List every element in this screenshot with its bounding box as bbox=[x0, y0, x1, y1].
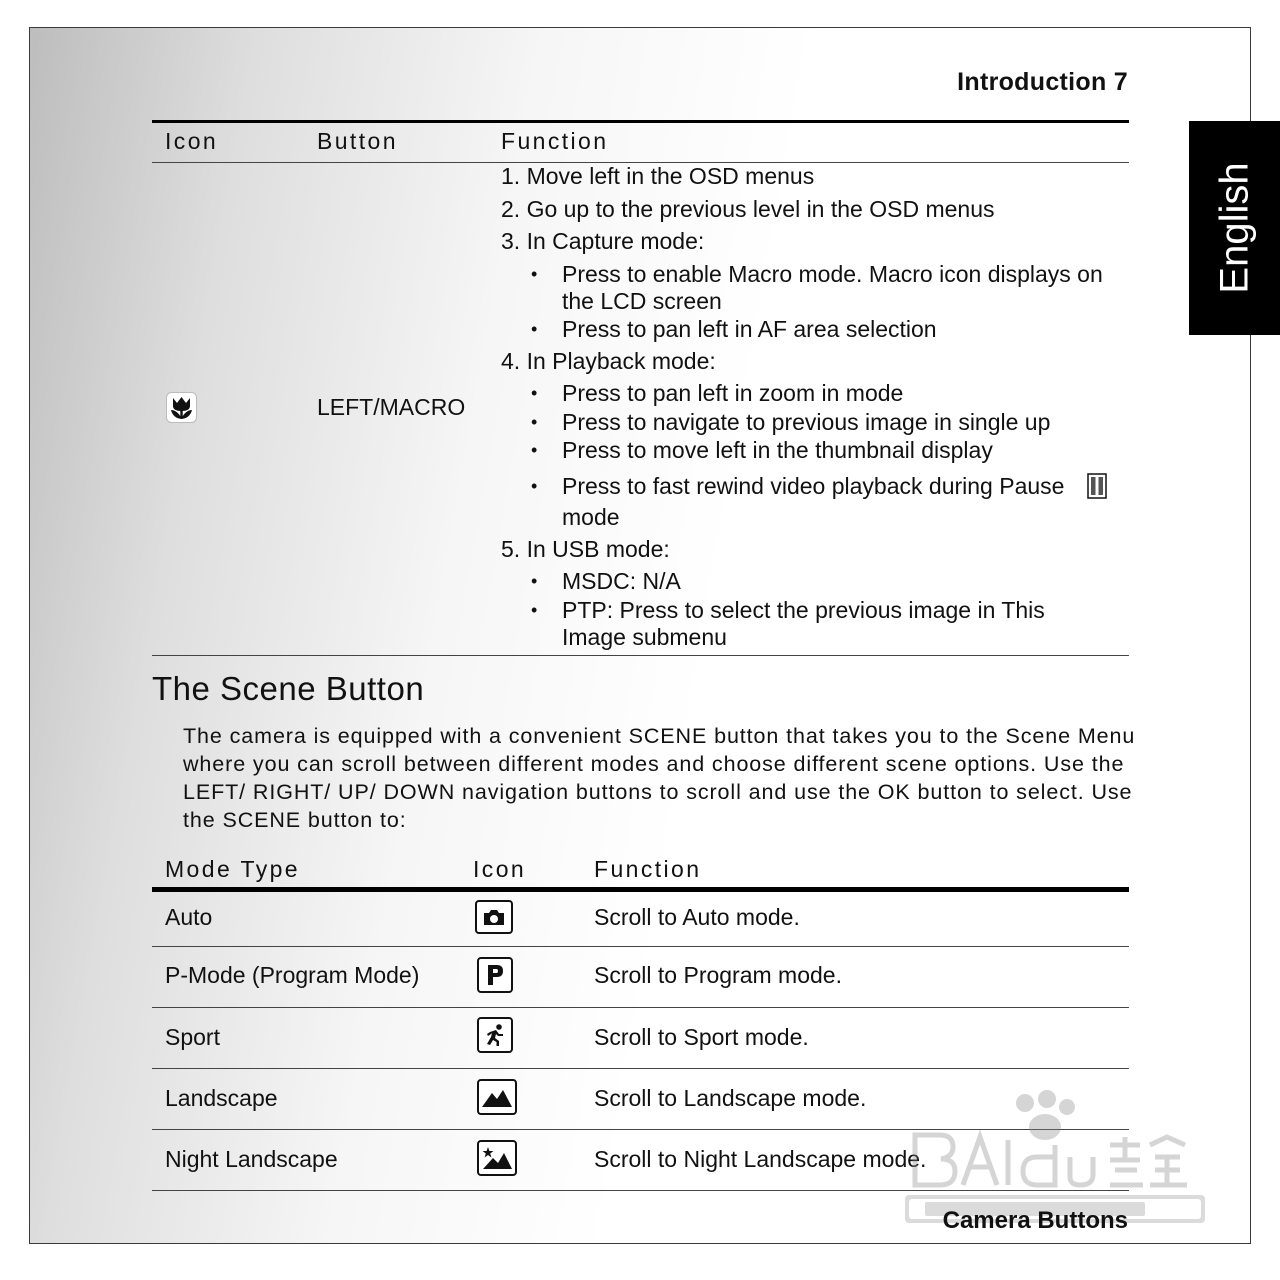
table-bottom-rule bbox=[152, 655, 1129, 656]
bullet-dot: • bbox=[531, 412, 538, 432]
function-line: MSDC: N/A bbox=[562, 568, 681, 594]
macro-flower-icon bbox=[166, 392, 197, 423]
table-cell-mode: Landscape bbox=[165, 1085, 278, 1111]
bullet-dot: • bbox=[531, 319, 538, 339]
language-tab-label: English bbox=[1212, 162, 1256, 294]
col-header-button: Button bbox=[317, 128, 398, 154]
table-cell-mode: Sport bbox=[165, 1024, 220, 1050]
function-line: Press to enable Macro mode. Macro icon displays on bbox=[562, 261, 1103, 287]
baidu-watermark-logo bbox=[905, 1085, 1205, 1225]
function-line: 5. In USB mode: bbox=[501, 536, 670, 562]
function-line: Press to pan left in zoom in mode bbox=[562, 380, 904, 406]
running-person-icon bbox=[477, 1017, 513, 1053]
section-title: The Scene Button bbox=[152, 670, 425, 707]
table-cell-mode: P-Mode (Program Mode) bbox=[165, 962, 420, 988]
table-top-rule bbox=[152, 120, 1129, 123]
function-line: mode bbox=[562, 504, 620, 530]
function-line: 4. In Playback mode: bbox=[501, 348, 716, 374]
pause-icon bbox=[1087, 473, 1107, 499]
function-line: 2. Go up to the previous level in the OSD menus bbox=[501, 196, 995, 222]
mountain-icon bbox=[477, 1079, 517, 1115]
bullet-dot: • bbox=[531, 476, 538, 496]
table-cell-function: Scroll to Program mode. bbox=[594, 962, 842, 988]
function-line: Press to navigate to previous image in single up bbox=[562, 409, 1051, 435]
bullet-dot: • bbox=[531, 264, 538, 284]
function-line: Image submenu bbox=[562, 624, 727, 650]
table-cell-mode: Night Landscape bbox=[165, 1146, 338, 1172]
page-footer: Camera Buttons bbox=[942, 1207, 1128, 1234]
section-intro-paragraph: The camera is equipped with a convenient SCENE button that takes you to the Scene Menu where you can scroll between different modes and choose different scene options. Use the LEFT/ RIGHT/ UP/ DOWN navigation buttons to scroll and use the OK button to select. Use the SCENE button to: bbox=[183, 724, 1136, 832]
function-line: 1. Move left in the OSD menus bbox=[501, 163, 815, 189]
table-cell-mode: Auto bbox=[165, 904, 213, 930]
col-header-icon: Icon bbox=[165, 128, 219, 154]
camera-icon bbox=[475, 900, 513, 934]
bullet-dot: • bbox=[531, 600, 538, 620]
table-cell-function: Scroll to Sport mode. bbox=[594, 1024, 809, 1050]
bullet-dot: • bbox=[531, 571, 538, 591]
page-header-title: Introduction 7 bbox=[957, 68, 1128, 96]
scene-table-header-rule bbox=[152, 887, 1129, 892]
function-line: Press to fast rewind video playback during Pause bbox=[562, 473, 1065, 499]
function-line: Press to move left in the thumbnail display bbox=[562, 437, 993, 463]
bullet-dot: • bbox=[531, 383, 538, 403]
button-name: LEFT/MACRO bbox=[317, 394, 466, 420]
function-line: the LCD screen bbox=[562, 288, 722, 314]
p-letter-icon bbox=[477, 957, 513, 993]
col-header-function: Function bbox=[501, 128, 609, 154]
row-divider bbox=[152, 1007, 1129, 1008]
table-cell-function: Scroll to Landscape mode. bbox=[594, 1085, 867, 1111]
function-line: PTP: Press to select the previous image in This bbox=[562, 597, 1045, 623]
col-header-icon: Icon bbox=[473, 856, 527, 882]
language-tab bbox=[1189, 121, 1280, 335]
bullet-dot: • bbox=[531, 440, 538, 460]
col-header-function: Function bbox=[594, 856, 702, 882]
row-divider bbox=[152, 1068, 1129, 1069]
function-line: 3. In Capture mode: bbox=[501, 228, 705, 254]
row-divider bbox=[152, 946, 1129, 947]
function-line: Press to pan left in AF area selection bbox=[562, 316, 937, 342]
col-header-mode-type: Mode Type bbox=[165, 856, 300, 882]
table-cell-function: Scroll to Night Landscape mode. bbox=[594, 1146, 927, 1172]
table-cell-function: Scroll to Auto mode. bbox=[594, 904, 800, 930]
star-mountain-icon bbox=[477, 1140, 517, 1176]
